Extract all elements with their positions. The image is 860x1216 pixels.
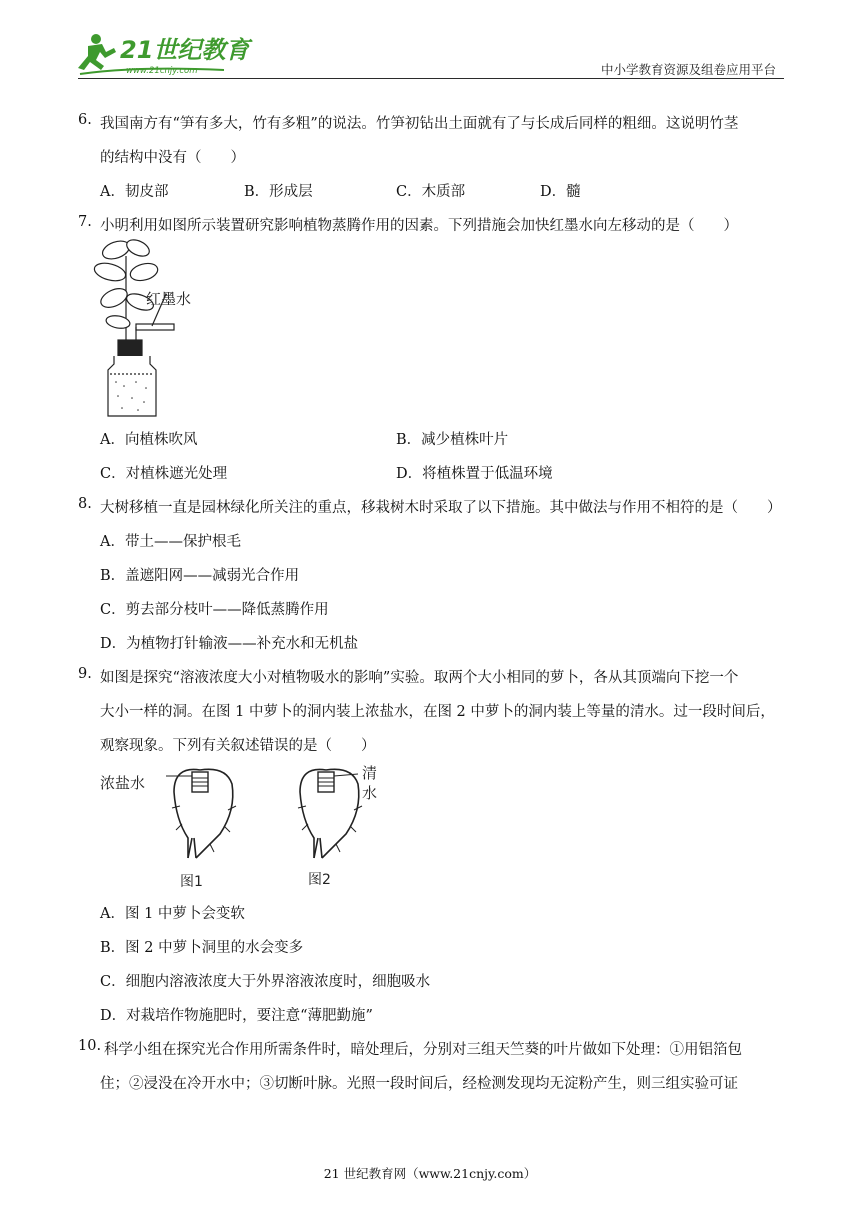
logo-url: www.21cnjy.com — [126, 66, 198, 76]
question-7-number: 7. — [78, 214, 92, 230]
question-8-option-d: D．为植物打针输液——补充水和无机盐 — [100, 636, 359, 652]
figure-1-caption: 图1 — [180, 874, 203, 890]
question-9-line-3: 观察现象。下列有关叙述错误的是（ ） — [100, 738, 376, 754]
question-8-line-1: 大树移植一直是园林绿化所关注的重点，移栽树木时采取了以下措施。其中做法与作用不相符的是（ ） — [100, 500, 782, 516]
question-9-number: 9. — [78, 666, 92, 682]
question-8-option-b: B．盖遮阳网——减弱光合作用 — [100, 568, 300, 584]
question-6-option-d: D．髓 — [540, 184, 581, 200]
radish-experiment-figure — [96, 760, 396, 890]
logo-text: 21世纪教育 — [120, 36, 250, 64]
question-6-option-c: C．木质部 — [396, 184, 466, 200]
question-6-number: 6. — [78, 112, 92, 128]
question-9-line-1: 如图是探究“溶液浓度大小对植物吸水的影响”实验。取两个大小相同的萝卜，各从其顶端向下挖一个 — [100, 670, 739, 686]
question-9-option-b: B．图 2 中萝卜洞里的水会变多 — [100, 940, 304, 956]
site-logo — [74, 30, 254, 80]
question-8-option-c: C．剪去部分枝叶——降低蒸腾作用 — [100, 602, 329, 618]
header-rule — [78, 78, 784, 79]
question-9-option-a: A．图 1 中萝卜会变软 — [100, 906, 245, 922]
question-10-number: 10. — [78, 1038, 102, 1054]
runner-icon — [78, 34, 116, 70]
header-platform-text: 中小学教育资源及组卷应用平台 — [600, 62, 776, 77]
question-6-option-a: A．韧皮部 — [100, 184, 169, 200]
clear-water-label-2: 水 — [362, 784, 378, 802]
concentrated-salt-water-label: 浓盐水 — [100, 774, 146, 792]
question-10-line-2: 住；②浸没在冷开水中；③切断叶脉。光照一段时间后，经检测发现均无淀粉产生，则三组实验可证 — [100, 1076, 738, 1092]
question-6-line-2: 的结构中没有（ ） — [100, 150, 245, 166]
question-9-option-d: D．对栽培作物施肥时，要注意“薄肥勤施” — [100, 1008, 373, 1024]
clear-water-label-1: 清 — [362, 764, 378, 782]
red-ink-label: 红墨水 — [146, 290, 192, 308]
question-7-option-a: A．向植株吹风 — [100, 432, 198, 448]
question-8-option-a: A．带土——保护根毛 — [100, 534, 241, 550]
question-7-option-d: D．将植株置于低温环境 — [396, 466, 553, 482]
question-6-option-b: B．形成层 — [244, 184, 313, 200]
page-footer: 21 世纪教育网（www.21cnjy.com） — [323, 1166, 537, 1181]
question-8-number: 8. — [78, 496, 92, 512]
question-9-option-c: C．细胞内溶液浓度大于外界溶液浓度时，细胞吸水 — [100, 974, 431, 990]
question-7-option-b: B．减少植株叶片 — [396, 432, 509, 448]
question-7-line-1: 小明利用如图所示装置研究影响植物蒸腾作用的因素。下列措施会加快红墨水向左移动的是（ ） — [100, 218, 738, 234]
question-10-line-1: 科学小组在探究光合作用所需条件时，暗处理后，分别对三组天竺葵的叶片做如下处理：①用铝箔包 — [104, 1042, 742, 1058]
transpiration-apparatus-figure — [92, 236, 242, 420]
question-7-option-c: C．对植株遮光处理 — [100, 466, 228, 482]
question-9-line-2: 大小一样的洞。在图 1 中萝卜的洞内装上浓盐水，在图 2 中萝卜的洞内装上等量的清水。过一段时间后， — [100, 704, 775, 720]
question-6-line-1: 我国南方有“笋有多大，竹有多粗”的说法。竹笋初钻出土面就有了与长成后同样的粗细。这说明竹茎 — [100, 116, 739, 132]
figure-2-caption: 图2 — [308, 872, 331, 888]
